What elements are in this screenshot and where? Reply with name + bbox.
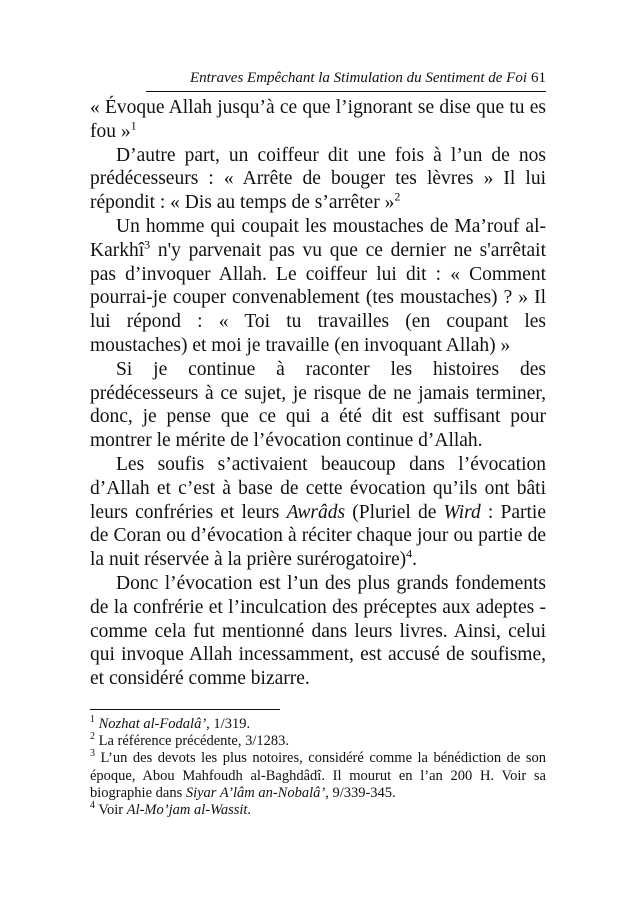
term-wird: Wird: [443, 501, 481, 523]
paragraph-5: Les soufis s’activaient beaucoup dans l’évocation d’Allah et c’est à base de cette évocation qu’ils ont bâti leurs confréries et leurs Awrâds (Pluriel de Wird : Partie de Coran ou d’évocation à réciter chaque jour ou partie de la nuit réservée à la prière surérogatoire)$^4$.: [90, 453, 546, 571]
header-rule: [146, 91, 546, 92]
footnote-ref-1[interactable]: 1: [130, 118, 137, 133]
paragraph-4: Si je continue à raconter les histoires des prédécesseurs à ce sujet, je risque de ne jamais terminer, donc, je pense que ce qui a été dit est suffisant pour montrer le mérite de l’évocation continue d’Allah.: [90, 358, 546, 452]
footnote-1: $^1$ Nozhat al-Fodalâ’, 1/319.: [90, 714, 251, 732]
footnote-3: $^3$ L’un des devots les plus notoires, considéré comme la bénédiction de son époque, Abou Mahfoudh al-Baghdâdî. Il mourut en l’an 200 H. Voir sa biographie dans Siyar A’lâm an-Nobalâ’, 9/339-345.: [90, 748, 546, 801]
footnotes: [90, 716, 546, 819]
paragraph-2: D’autre part, un coiffeur dit une fois à l’un de nos prédécesseurs : « Arrête de bouger tes lèvres » Il lui répondit : « Dis au temps de s’arrêter »$^2$: [90, 144, 546, 214]
running-header: [146, 70, 546, 87]
body-text: [90, 96, 546, 691]
footnote-ref-4[interactable]: 4: [406, 546, 413, 561]
footnote-2: $^2$ La référence précédente, 3/1283.: [90, 731, 290, 750]
paragraph-1: « Évoque Allah jusqu’à ce que l’ignorant se dise que tu es fou »$^1$: [90, 97, 546, 142]
paragraph-6: Donc l’évocation est l’un des plus grands fondements de la confrérie et l’inculcation des préceptes aux adeptes - comme cela fut mentionné dans leurs livres. Ainsi, celui qui invoque Allah incessamment, est accusé de soufisme, et considéré comme bizarre.: [90, 572, 546, 690]
footnote-ref-3[interactable]: 3: [144, 237, 151, 252]
paragraph-3: Un homme qui coupait les moustaches de Ma’rouf al-Karkhî$^3$ n'y parvenait pas vu que ce dernier ne s'arrêtait pas d’invoquer Allah. Le coiffeur lui dit : « Comment pourrai-je couper convenablement (tes moustaches) ? » Il lui répond : « Toi tu travailles (en coupant les moustaches) et moi je travaille (en invoquant Allah) »: [90, 215, 546, 356]
footnote-ref-2[interactable]: 2: [394, 189, 401, 204]
footnote-4: $^4$ Voir Al-Mo’jam al-Wassit.: [90, 800, 252, 819]
term-awrads: Awrâds: [286, 501, 346, 523]
page-number: 61: [531, 70, 546, 86]
footnote-separator: [90, 709, 280, 710]
running-header-title: Entraves Empêchant la Stimulation du Sentiment de Foi: [189, 70, 527, 86]
